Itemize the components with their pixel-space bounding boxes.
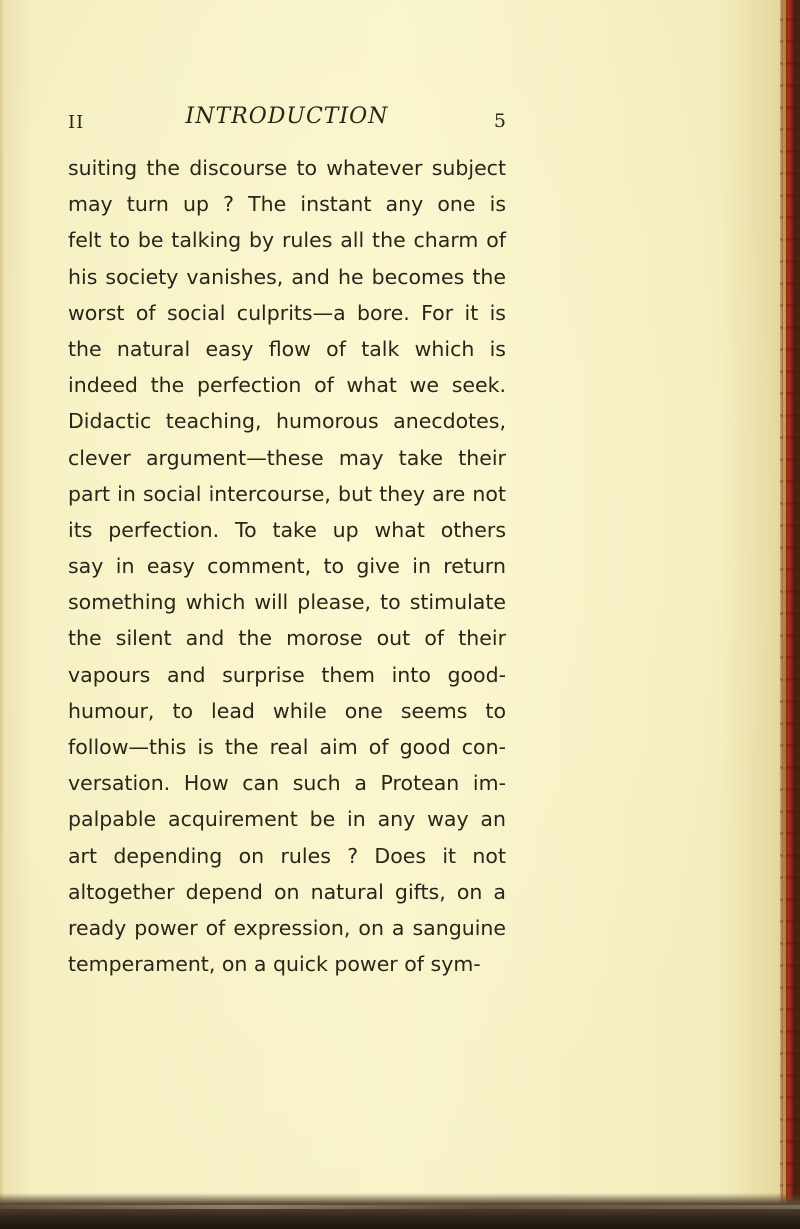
text-line: worst of social culprits—a bore. For it is (68, 300, 506, 325)
text-line: follow—this is the real aim of good con- (68, 735, 506, 759)
page-left-edge (0, 0, 8, 1229)
running-head (68, 104, 506, 138)
text-line: something which will please, to stimulate (68, 590, 506, 615)
text-line: the natural easy flow of talk which is (68, 336, 506, 361)
text-line: suiting the discourse to whatever subject (68, 156, 506, 180)
text-line: indeed the perfection of what we seek. (68, 373, 506, 398)
text-line: ready power of expression, on a sanguine (68, 915, 506, 940)
text-line: temperament, on a quick power of sym- (68, 952, 481, 977)
signature-mark: 5 (493, 110, 506, 132)
page-bottom-shine (0, 1205, 800, 1209)
text-line: palpable acquirement be in any way an (68, 807, 506, 832)
page-folio: II (68, 112, 85, 133)
text-line: vapours and surprise them into good- (68, 662, 506, 687)
text-line: felt to be talking by rules all the charm of (68, 228, 506, 253)
text-line: versation. How can such a Protean im- (68, 771, 506, 796)
text-line: part in social intercourse, but they are not (68, 481, 506, 506)
text-line: Didactic teaching, humorous anecdotes, (68, 409, 506, 434)
text-line: clever argument—these may take their (68, 445, 506, 470)
text-line: art depending on rules ? Does it not (68, 843, 506, 868)
text-line: its perfection. To take up what others (68, 517, 506, 542)
text-line: the silent and the morose out of their (68, 626, 506, 651)
binding-gilt-edge (783, 0, 786, 1229)
text-line: may turn up ? The instant any one is (68, 192, 506, 217)
body-text (68, 150, 506, 982)
text-line: say in easy comment, to give in return (68, 554, 506, 579)
text-line: altogether depend on natural gifts, on a (68, 879, 506, 904)
page-bottom-shadow (0, 1193, 800, 1229)
running-head-title: INTRODUCTION (185, 104, 389, 129)
text-line: humour, to lead while one seems to (68, 698, 506, 723)
text-line: his society vanishes, and he becomes the (68, 264, 506, 289)
